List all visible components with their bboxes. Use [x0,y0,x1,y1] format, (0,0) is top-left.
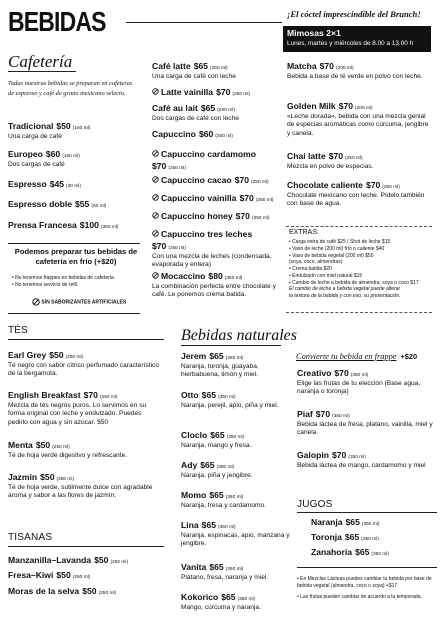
extras-line: • Vaso de leche (200 ml) frío o caliente $40 [289,245,385,252]
item-name: Lina [181,520,199,530]
item-size: (350 ml) [100,225,119,230]
menu-item [8,149,138,169]
item-size: (350 ml) [361,537,379,542]
menu-item [152,175,278,187]
menu-item [152,229,278,270]
item-name: Fresa–Kiwi [8,570,54,580]
item-price: $65 [193,61,209,71]
item-price: $60 [45,149,61,159]
item-price: $70 [334,368,349,378]
naturales-heading: Bebidas naturales [181,327,297,344]
item-description: Naranja, mango y fresa. [181,441,252,449]
item-price: $55 [75,199,90,209]
menu-item-header [152,229,278,253]
item-price: $65 [201,520,217,530]
item-size: (250 ml) [110,560,129,565]
item-name: Vanita [181,562,207,572]
extras-line: (soya, coco, almendras) [289,259,343,266]
item-description: Mezcla de tés negros puros. Lo servimos en su forma original con leche y endulzado. Puedes pedirlo con agua y sin azúcar. $50 [8,401,147,426]
tes-underline [8,339,164,340]
no-sugar-icon [152,88,159,95]
menu-item-header [181,390,291,402]
menu-item [287,61,433,81]
item-description: Con una mezcla de leches (condensada, evaporada y entera) [152,252,272,269]
item-name: Otto [181,390,199,400]
item-name: Capuccino cacao [161,175,232,185]
menu-item [181,490,291,510]
menu-item-header [152,87,278,99]
item-price: $50 [35,440,51,450]
item-name: Capuccino cardamomo [161,149,257,159]
menu-item [152,193,278,205]
item-size: (350 ml) [332,414,350,419]
item-price: $65 [200,103,216,113]
item-price: $70 [152,240,167,251]
item-size: (250 ml) [251,180,269,185]
tisanas-underline [8,546,164,547]
menu-item [297,368,437,397]
item-name: Zanahoria [311,547,353,557]
item-name: Cloclo [181,430,208,440]
item-size: (250 ml) [345,156,363,161]
item-price: $50 [40,472,55,482]
item-name: Café au lait [152,103,198,113]
item-description: Dos cargas de café con leche [152,114,239,122]
item-size: (350 ml) [216,465,235,470]
menu-item-header [8,390,162,402]
menu-item-header [152,211,278,223]
cafeteria-underline [8,71,76,72]
jugos-underline [297,512,437,513]
menu-item [311,547,437,559]
item-description: Una carga de café con leche [152,72,236,80]
menu-item-header [8,199,138,211]
menu-item [181,351,291,380]
item-price: $80 [208,271,223,281]
item-size: (350 ml) [224,276,243,281]
menu-item-header [297,368,437,380]
item-price: $65 [209,351,224,361]
menu-item [152,87,278,99]
item-name: Toronja [311,532,342,542]
item-size: (250 ml) [65,355,84,360]
menu-item-header [152,61,278,73]
menu-item [8,199,138,211]
item-price: $70 [152,160,167,171]
item-price: $60 [198,129,214,139]
item-size: (250 ml) [52,445,70,450]
item-price: $70 [328,151,344,161]
extras-bottom-rule [286,312,432,313]
menu-item-header [152,103,278,115]
item-description: Bebida láctea de fresa, platano, vainilla, miel y canela [297,420,433,437]
frappe-heading-row [296,352,440,363]
item-size: (250 ml) [210,66,228,71]
menu-item-header [181,592,291,604]
item-price: $70 [216,87,231,97]
menu-item [181,390,291,410]
item-size: (350 ml) [361,522,380,527]
extras-line: • Cambio de leche a bebida de almendra, soya o coco $17 [289,279,419,286]
item-size: (250 ml) [255,198,274,203]
menu-item [181,562,291,582]
item-description: Naranja, piña y jengibre. [181,471,253,479]
menu-item [8,440,162,460]
menu-item-header [8,555,168,567]
menu-item [181,592,291,612]
menu-item [8,350,162,379]
item-name: Espresso [8,179,47,189]
item-size: (250 ml) [98,591,117,596]
extras-line: • Vaso de bebida vegetal (200 ml) $50 [289,252,374,259]
sugar-free-badge [32,298,126,306]
cold-drinks-note: Podemos preparar tus bebidas de cafetería en frío (+$20) [14,247,138,266]
menu-item [181,520,291,549]
item-description: Una carga de café [8,132,62,140]
item-description: «Leche dorada», bebida con una mezcla genial de especias aromáticas como cúrcuma, jengibre y canela. [287,112,429,137]
menu-item [311,532,437,544]
item-size: (200 ml) [217,108,235,113]
item-name: Kokorico [181,592,219,602]
item-description: Naranja, toronja, guayaba, hierbabuena, limón y miel. [181,362,259,379]
menu-item-header [181,490,291,502]
extras-top-rule [286,226,432,227]
item-name: Naranja [311,517,343,527]
extras-line: El cambio de leche a bebida vegetal puede alterar [289,286,401,293]
menu-item-header [8,472,162,484]
item-description: Mezcla en polvo de especias. [287,162,374,170]
menu-item-header [152,271,278,283]
menu-item [8,220,138,232]
no-sugar-icon [152,194,159,201]
item-description: Elige las frutas de tu elección (Base agua, naranja o toronja) [297,379,421,396]
extras-line: la textura de la bebida y con eso, su presentación. [289,293,401,299]
menu-item [152,211,278,223]
frappe-heading: Convierte tu bebida en frappe [296,352,397,361]
item-name: Moras de la selva [8,586,80,596]
menu-item-header [311,547,437,559]
item-size: (200 ml) [335,66,354,71]
no-sugar-icon [152,230,159,237]
no-sugar-icon [152,212,159,219]
menu-item-header [152,149,278,173]
item-name: Menta [8,440,33,450]
item-size: (350 ml) [225,567,244,572]
box-bottom-rule [8,313,140,314]
menu-item-header [287,180,433,192]
item-size: (350 ml) [218,525,236,530]
item-name: Chai latte [287,151,326,161]
item-description: Dos cargas de café [8,160,65,168]
menu-item-header [152,193,278,205]
item-name: Tradicional [8,121,54,131]
item-price: $70 [338,101,354,111]
item-price: $70 [315,409,331,419]
item-size: (250 ml) [215,134,233,139]
no-sugar-icon [32,298,40,306]
item-name: Latte vainilla [161,87,214,97]
tisanas-heading: TISANAS [8,532,53,543]
item-name: Golden Milk [287,101,336,111]
menu-item [8,570,168,582]
item-price: $65 [200,460,215,470]
item-price: $50 [56,121,71,131]
item-size: (160 ml) [72,126,91,131]
menu-item-header [8,440,162,452]
item-size: (250 ml) [382,185,400,190]
menu-item [8,555,168,567]
menu-item-header [297,450,437,462]
item-price: $65 [209,562,224,572]
item-description: La combinación perfecta entre chocolate y café. Le ponemos crema batida. [152,282,276,299]
frappe-extra-price: +$20 [400,352,418,361]
item-name: Capuccino [152,129,196,139]
promo-title: Mimosas 2×1 [287,28,341,38]
item-size: (250 ml) [99,395,118,400]
box-top-rule [8,243,140,244]
menu-item [181,430,291,450]
item-name: Chocolate caliente [287,180,363,190]
item-price: $50 [56,570,71,580]
menu-item-header [8,121,138,133]
menu-item-header [287,61,433,73]
item-price: $65 [209,490,224,500]
item-size: (250 ml) [232,92,250,97]
promo-subtitle: Lunes, martes y miércoles de 8.00 a 13.00 h [287,39,414,47]
menu-item-header [152,175,278,187]
item-name: Manzanilla–Lavanda [8,555,92,565]
no-sugar-icon [152,150,159,157]
item-description: Mango, cúrcuma y naranja. [181,603,261,611]
item-name: Prensa Francesa [8,220,77,230]
menu-item-header [8,149,138,161]
menu-item [297,450,437,470]
item-size: (350 ml) [348,455,366,460]
item-name: Creativo [297,368,332,378]
menu-item-header [8,350,162,362]
item-description: Té negro con sabor cítrico perfumado característico de la bergamota. [8,361,159,378]
item-price: $70 [332,450,347,460]
menu-item [181,460,291,480]
menu-item-header [181,562,291,574]
item-name: Ady [181,460,198,470]
extras-list [289,239,435,300]
jugos-heading: JUGOS [297,499,333,510]
menu-item-header [8,586,168,598]
menu-item [152,271,278,300]
menu-item-header [287,101,433,113]
menu-item [8,179,138,191]
cafeteria-intro: Todas nuestras bebidas se preparan en cafeteras de espresso y café de grano mexicano selecto. [8,80,133,97]
item-price: $70 [239,193,254,203]
menu-item [311,517,437,529]
item-size: (160 ml) [62,154,80,159]
item-price: $70 [319,61,334,71]
item-price: $65 [201,390,217,400]
item-price: $70 [235,211,250,221]
cafeteria-notes [12,275,142,289]
item-size: (350 ml) [237,597,256,602]
jugos-bottom-rule [297,567,437,568]
item-name: Espresso doble [8,199,72,209]
item-name: Jazmín [8,472,38,482]
item-description: Naranja, fresa y cardamomo. [181,501,267,509]
item-size: (350 ml) [225,356,244,361]
item-description: Naranja, espinacas, apio, manzana y jengibre. [181,531,290,548]
no-sugar-icon [152,176,159,183]
item-name: Capuccino vainilla [161,193,237,203]
item-price: $50 [94,555,109,565]
item-size: (350 ml) [350,373,369,378]
item-price: $70 [234,175,250,185]
item-size: (250 ml) [56,477,75,482]
item-size: (350 ml) [226,435,245,440]
item-price: $45 [49,179,65,189]
menu-item-header [181,520,291,532]
item-name: Galopin [297,450,329,460]
menu-item-header [311,532,437,544]
naturales-underline [181,345,281,346]
item-size: (30 ml) [66,184,81,189]
header-divider [126,22,282,23]
extras-line: • Endulzado con miel natural $15 [289,272,363,279]
item-name: Earl Grey [8,350,47,360]
extras-line: • Crema batida $20 [289,266,332,272]
item-name: Mocaccino [161,271,206,281]
menu-item-header [8,179,138,191]
item-size: (250 ml) [72,575,91,580]
item-size: (200 ml) [355,106,373,111]
sugar-free-label: SIN SABORIZANTES ARTIFICIALES [41,299,127,306]
item-price: $50 [82,586,97,596]
no-sugar-icon [152,272,159,279]
menu-item-header [287,151,433,163]
menu-item [152,149,278,173]
note-line: • No tenemos frappes en bebidas de cafetería. [12,275,116,281]
cafeteria-heading: Cafetería [8,52,73,71]
item-name: Momo [181,490,207,500]
item-price: $65 [344,532,360,542]
menu-item [287,101,433,138]
item-size: (350 ml) [371,552,390,557]
menu-item [287,180,433,209]
menu-item [8,472,162,501]
item-description: Chocolate mexicano con leche. Pídelo también con base de agua. [287,191,425,208]
menu-item-header [297,409,437,421]
menu-item [8,390,162,427]
menu-item-header [152,129,278,141]
menu-item [8,121,138,141]
item-size: (60 ml) [91,204,107,209]
promo-box [283,26,431,52]
item-description: Naranja, perejil, apio, piña y miel. [181,401,279,409]
tes-heading: TÉS [8,325,29,336]
page-title: BEBIDAS [8,6,106,37]
extras-line: • Carga extra de café $25 / Shot de leche $15 [289,239,391,245]
menu-item [152,129,278,141]
item-size: (350 ml) [225,495,244,500]
extras-heading: EXTRAS: [289,229,319,236]
menu-item [287,151,433,171]
item-size: (250 ml) [168,245,186,251]
menu-item-header [181,430,291,442]
item-name: Café latte [152,61,191,71]
menu-item-header [181,460,291,472]
menu-item-header [181,351,291,363]
item-price: $70 [365,180,381,190]
tagline: ¡El cóctel imprescindible del Brunch! [287,9,421,19]
item-price: $70 [83,390,98,400]
item-price: $50 [49,350,64,360]
menu-item-header [8,570,168,582]
item-name: English Breakfast [8,390,81,400]
item-name: Jerem [181,351,207,361]
item-description: Bebida láctea de mango, cardamomo y miel [297,461,426,469]
item-name: Capuccino tres leches [161,229,253,239]
item-description: Té de hoja verde digestivo y refrescante. [8,451,128,459]
note-line: • Las frutas pueden cambiar de acuerdo a la temporada. [297,593,422,600]
item-name: Piaf [297,409,313,419]
menu-item [152,103,278,123]
menu-item [152,61,278,81]
note-line: • En Mezclas Lácteas puedes cambiar tu bebida por base de bebida vegetal (almendra, coco o soya) +$17 [297,576,432,589]
item-price: $65 [355,547,370,557]
item-description: Té de hoja verde, sutilmente dulce con agradable aroma y sabor a las flores de jazmín. [8,483,153,500]
item-price: $65 [221,592,236,602]
jugos-notes [297,576,441,600]
item-size: (250 ml) [251,216,270,221]
item-name: Europeo [8,149,43,159]
menu-item [8,586,168,598]
item-price: $65 [345,517,360,527]
menu-item-header [8,220,138,232]
item-size: (250 ml) [168,165,186,171]
item-price: $65 [210,430,225,440]
item-name: Matcha [287,61,317,71]
menu-item-header [311,517,437,529]
item-size: (350 ml) [218,395,236,400]
item-description: Plátano, fresa, naranja y miel. [181,573,269,581]
item-name: Capuccino honey [161,211,233,221]
menu-item [297,409,437,438]
note-line: • No tenemos servicio de refil. [12,281,79,288]
item-price: $100 [79,220,99,230]
item-description: Bebida a base de té verde en polvo con leche. [287,72,423,80]
